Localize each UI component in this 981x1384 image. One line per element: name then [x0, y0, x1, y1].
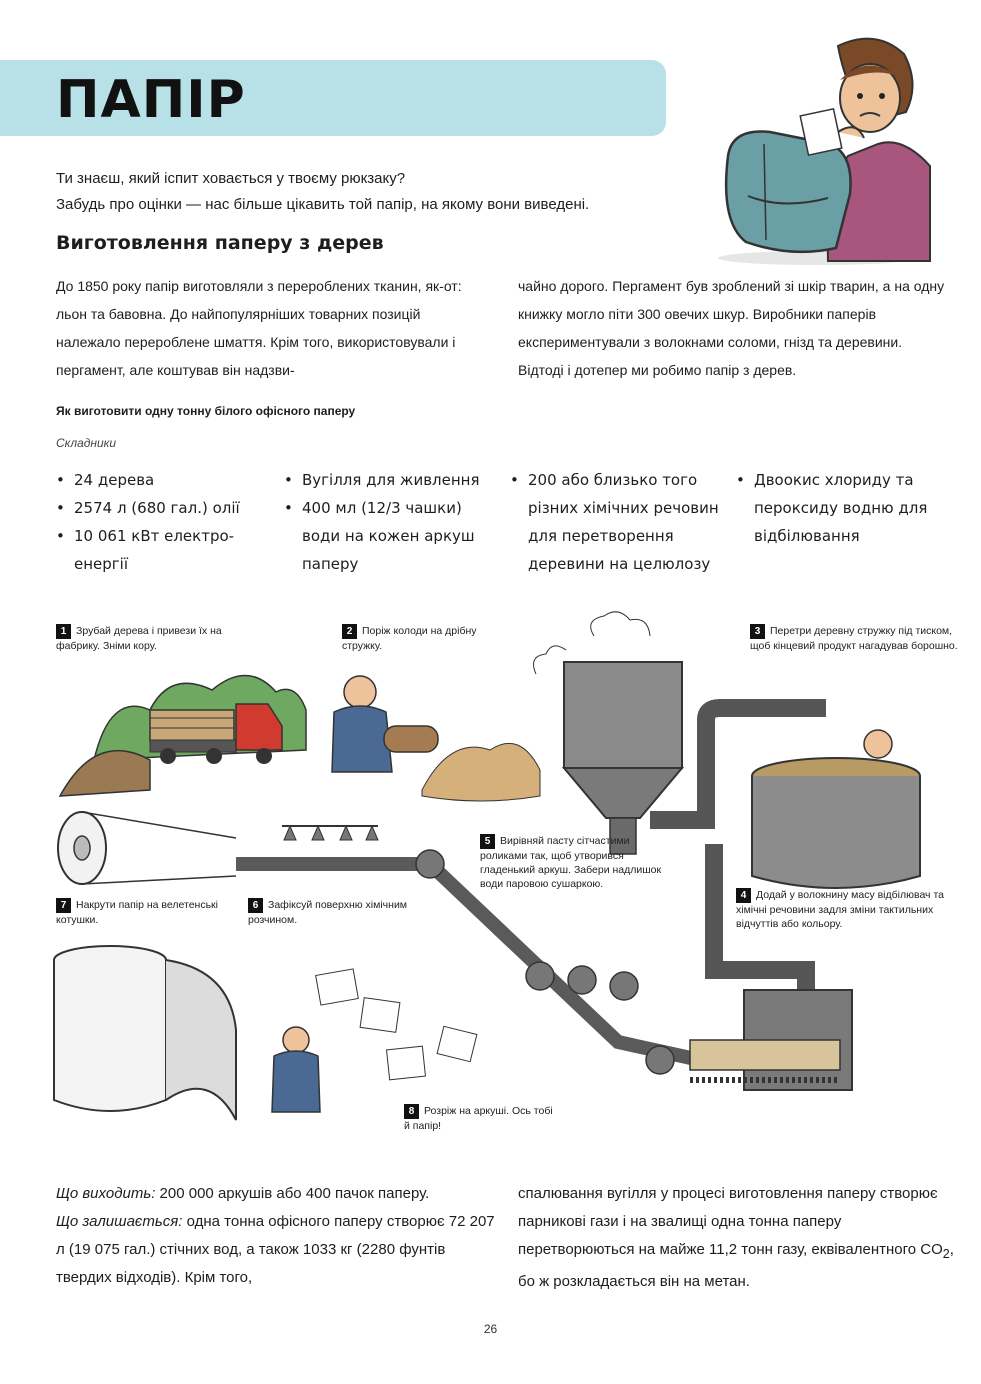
emissions-text: спалювання вугілля у процесі виготовлення паперу створює парникові гази і на звалищі одна тонна паперу перетворюються на майже 11,2 тонн газу, еквівалентного CO — [518, 1185, 943, 1258]
body-column-1: До 1850 року папір виготовляли з перероблених тканин, як-от: льон та бавовна. До найпопулярніших товарних позицій належало перероблене шмаття. Крім того, використовували і пергамент, але коштував він надзви- — [56, 278, 462, 378]
mixing-vat-illustration — [714, 730, 920, 992]
ingredients-list-3 — [510, 466, 725, 578]
step-text: Накрути папір на велетенські котушки. — [56, 899, 218, 926]
step-text: Додай у волокнину масу відбілювач та хімічні речовини задля зміни тактильних відчуттів або кольору. — [736, 889, 944, 930]
page-number: 26 — [483, 1322, 498, 1336]
ingredients-list-1 — [56, 466, 276, 578]
intro-line-1: Ти знаєш, який іспит ховається у твоєму рюкзаку? — [56, 170, 406, 187]
step-7 — [56, 898, 226, 927]
step-text: Поріж колоди на дрібну стружку. — [342, 625, 477, 652]
step-8 — [404, 1104, 554, 1133]
ingredients-list-2 — [284, 466, 499, 578]
step-number: 2 — [342, 624, 357, 639]
step-number: 6 — [248, 898, 263, 913]
step-number: 1 — [56, 624, 71, 639]
step-5 — [480, 834, 672, 891]
step-text: Вирівняй пасту сітчастими роликами так, щоб утворився гладенький аркуш. Забери надлишок води паровою сушаркою. — [480, 835, 662, 890]
ingredient-item: • Вугілля для живлення — [284, 466, 499, 494]
co2-subscript: 2 — [942, 1247, 950, 1261]
ingredients-label: Складники — [56, 436, 117, 450]
ingredient-item: • 24 дерева — [56, 466, 276, 494]
sprayers-illustration — [282, 826, 378, 840]
step-number: 3 — [750, 624, 765, 639]
kid-backpack-illustration — [708, 36, 934, 266]
step-1 — [56, 624, 256, 653]
step-4 — [736, 888, 966, 931]
result-label: Що виходить: — [56, 1185, 156, 1202]
cut-sheets-illustration — [54, 946, 477, 1120]
page-title: ПАПІР — [56, 70, 246, 130]
result-text: 200 000 аркушів або 400 пачок паперу. — [155, 1185, 430, 1202]
remainder-text: одна тонна офісного паперу створює 72 207 л (19 075 гал.) стічних вод, а також 1033 кг (2280 фунтів твердих відходів). Крім того, — [56, 1213, 495, 1286]
wood-chipper-illustration — [332, 676, 540, 801]
emissions-text-end: , бо ж розкладається він на метан. — [518, 1241, 954, 1290]
ingredients-list-4 — [736, 466, 951, 550]
ingredient-item: • Двоокис хлориду та пероксиду водню для відбілювання — [736, 466, 951, 550]
step-number: 5 — [480, 834, 495, 849]
body-column-2: чайно дорого. Пергамент був зроблений зі шкір тварин, а на одну книжку могло піти 300 овечих шкур. Виробники паперів експериментували з волокнами соломи, гнізд та деревини. Відтоді і дотепер ми робимо папір з дерев. — [518, 278, 945, 378]
intro — [56, 166, 589, 218]
intro-line-2: Забудь про оцінки — нас більше цікавить той папір, на якому вони виведені. — [56, 196, 590, 213]
remainder-label: Що залишається: — [56, 1213, 183, 1230]
ingredient-item: • 2574 л (680 гал.) олії — [56, 494, 276, 522]
step-number: 4 — [736, 888, 751, 903]
step-text: Зафіксуй поверхню хімічним розчином. — [248, 899, 408, 926]
result-column-2 — [518, 1180, 958, 1296]
step-6 — [248, 898, 408, 927]
step-text: Зрубай дерева і привези їх на фабрику. Зніми кору. — [56, 625, 222, 652]
ingredient-item: • 10 061 кВт електро-енергії — [56, 522, 276, 578]
step-number: 7 — [56, 898, 71, 913]
section-heading: Виготовлення паперу з дерев — [56, 232, 384, 254]
step-text: Перетри деревну стружку під тиском, щоб кінцевий продукт нагадував борошно. — [750, 625, 958, 652]
ingredient-item: • 200 або близько того різних хімічних речовин для перетворення деревини на целюлозу — [510, 466, 725, 578]
logging-truck-illustration — [60, 675, 306, 796]
result-column-1 — [56, 1180, 496, 1292]
step-3 — [750, 624, 960, 653]
recipe-title: Як виготовити одну тонну білого офісного паперу — [56, 404, 356, 418]
ingredient-item: • 400 мл (12/3 чашки) води на кожен аркуш паперу — [284, 494, 499, 578]
step-2 — [342, 624, 482, 653]
step-number: 8 — [404, 1104, 419, 1119]
paper-roll-illustration — [58, 812, 236, 884]
step-text: Розріж на аркуші. Ось тобі й папір! — [404, 1105, 553, 1132]
